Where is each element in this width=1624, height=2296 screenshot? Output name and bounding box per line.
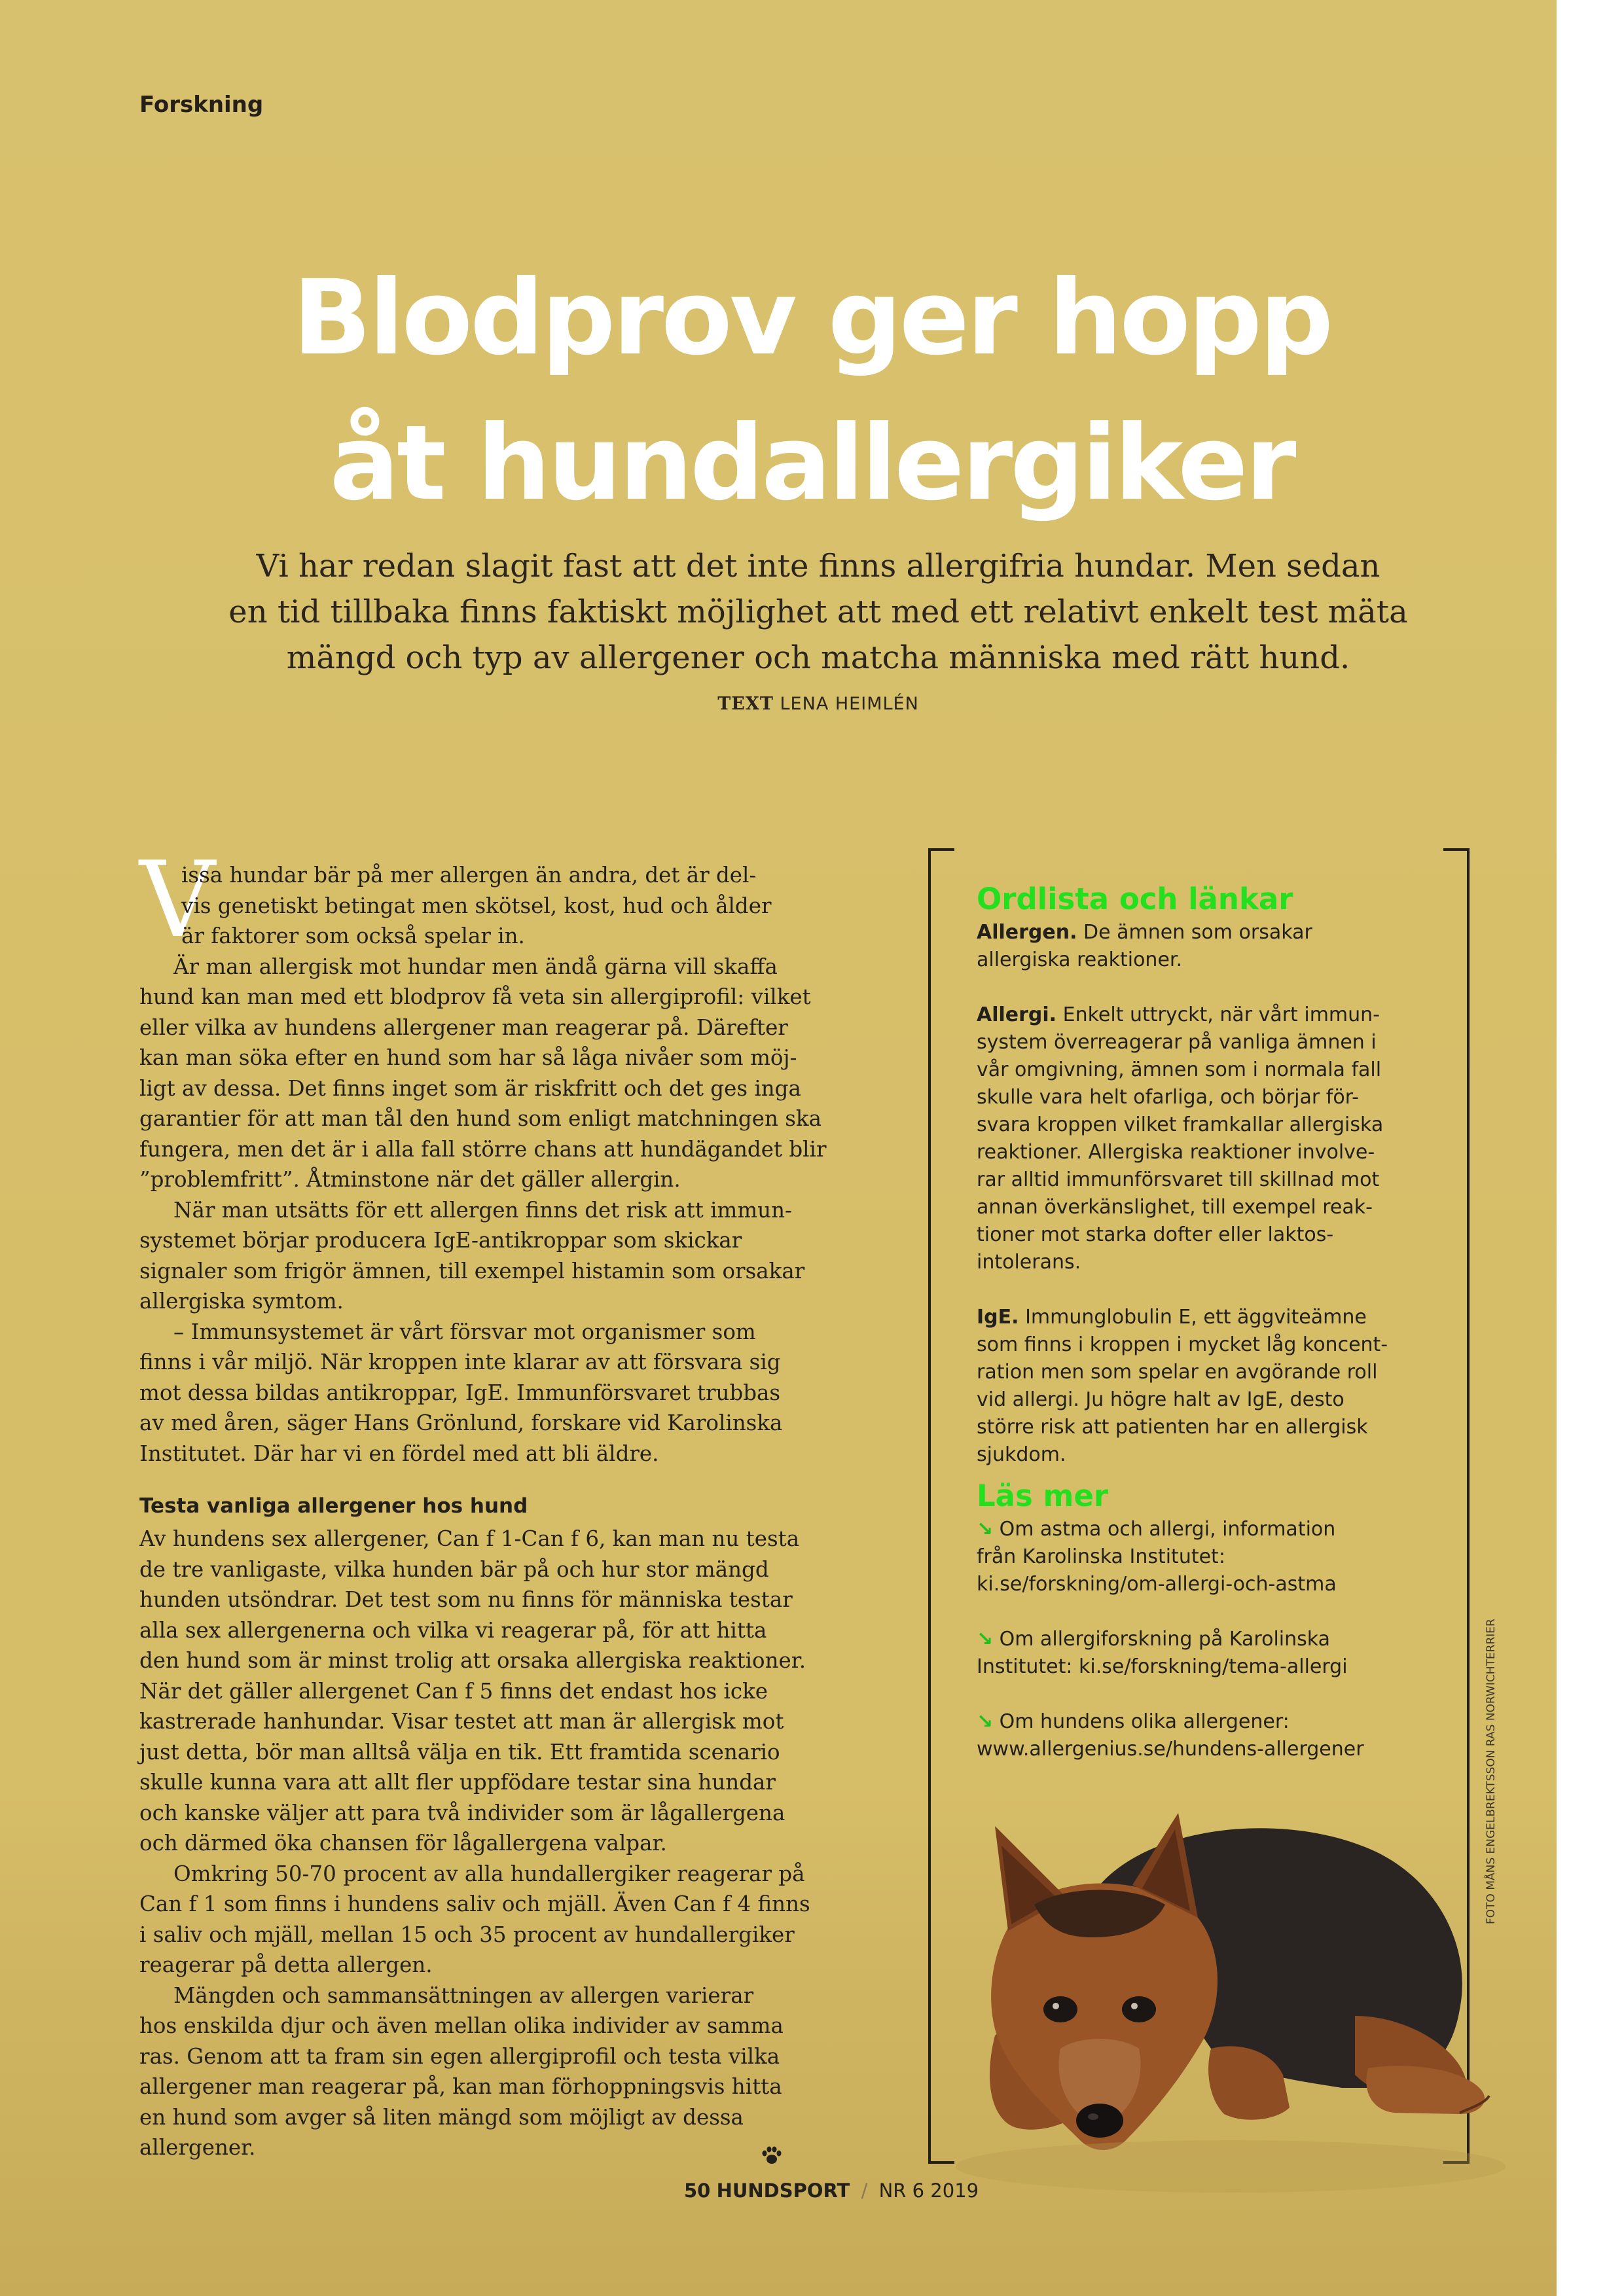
glossary-entry-allergen (977, 919, 1448, 974)
text-line: Av hundens sex allergener, Can f 1-Can f 6, kan man nu testa (139, 1526, 800, 1551)
article-body (139, 860, 827, 2163)
byline-name: LENA HEIMLÉN (780, 694, 919, 714)
glossary-entry-ige (977, 1304, 1448, 1469)
footer-separator: / (861, 2179, 868, 2202)
paragraph-3 (139, 1195, 807, 1317)
sidebar-border-left (928, 848, 931, 2164)
paragraph-1 (139, 860, 807, 952)
paragraph-5 (139, 1524, 807, 1859)
text-line: systemet börjar producera IgE-antikroppar som skickar (139, 1228, 742, 1253)
text-line: reagerar på detta allergen. (139, 1952, 433, 1977)
text-line: Institutet. Där har vi en fördel med att bli äldre. (139, 1441, 659, 1466)
paw-icon (761, 2146, 783, 2166)
link-text: Om astma och allergi, information (993, 1518, 1336, 1541)
text-line: hunden utsöndrar. Det test som nu finns för människa testar (139, 1587, 793, 1612)
sidebar-corner (1443, 848, 1470, 851)
glossary-text: annan överkänslighet, till exempel reak- (977, 1196, 1373, 1219)
text-line: just detta, bör man alltså välja en tik. Ett framtida scenario (139, 1739, 780, 1765)
text-line: finns i vår miljö. När kroppen inte klarar av att försvara sig (139, 1350, 781, 1374)
glossary-text: större risk att patienten har en allergisk (977, 1416, 1368, 1439)
arrow-icon: ↘ (977, 1710, 994, 1733)
link-url[interactable]: www.allergenius.se/hundens-allergener (977, 1738, 1364, 1761)
text-line: Can f 1 som finns i hundens saliv och mjäll. Även Can f 4 finns (139, 1892, 810, 1916)
section-label: Forskning (139, 92, 264, 118)
text-line: När det gäller allergenet Can f 5 finns det endast hos icke (139, 1678, 768, 1704)
text-line: vis genetiskt betingat men skötsel, kost, hud och ålder (181, 893, 772, 918)
drop-cap: V (139, 838, 215, 961)
page-footer (684, 2179, 979, 2202)
link-url[interactable]: Institutet: ki.se/forskning/tema-allergi (977, 1655, 1348, 1678)
link-allergiforskning[interactable] (977, 1626, 1448, 1681)
text-line: ”problemfritt”. Åtminstone när det gäller allergin. (139, 1167, 681, 1192)
link-text: Om allergiforskning på Karolinska (993, 1628, 1331, 1651)
glossary-text: De ämnen som orsakar (1077, 921, 1312, 944)
glossary-term: Allergi. (977, 1003, 1057, 1026)
glossary-text: Immunglobulin E, ett äggviteämne (1019, 1306, 1367, 1329)
text-line: När man utsätts för ett allergen finns det risk att immun- (173, 1197, 793, 1223)
arrow-icon: ↘ (977, 1518, 994, 1541)
magazine-name: HUNDSPORT (716, 2179, 850, 2202)
link-url[interactable]: ki.se/forskning/om-allergi-och-astma (977, 1573, 1337, 1596)
glossary-text: som finns i kroppen i mycket låg koncent- (977, 1333, 1388, 1356)
read-more-title: Läs mer (977, 1479, 1109, 1513)
ingress-line-3: mängd och typ av allergener och matcha människa med rätt hund. (286, 639, 1350, 676)
ingress-line-1: Vi har redan slagit fast att det inte finns allergifria hundar. Men sedan (256, 548, 1380, 584)
text-line: allergener. (139, 2135, 256, 2160)
text-line: kastrerade hanhundar. Visar testet att man är allergisk mot (139, 1709, 784, 1734)
text-line: – Immunsystemet är vårt försvar mot organismer som (173, 1319, 756, 1344)
photo-credit: FOTO MÅNS ENGELBREKTSSON RAS NORWICHTERRIER (1485, 1619, 1498, 1924)
text-line: och kanske väljer att para två individer som är lågallergena (139, 1800, 785, 1825)
sidebar-corner (928, 848, 954, 851)
ingress (170, 543, 1466, 681)
headline (131, 245, 1492, 536)
paragraph-2 (139, 952, 827, 1195)
text-line: ras. Genom att ta fram sin egen allergiprofil och testa vilka (139, 2043, 780, 2069)
text-line: ligt av dessa. Det finns inget som är riskfritt och det ges inga (139, 1075, 801, 1101)
subheading: Testa vanliga allergener hos hund (139, 1494, 528, 1518)
sidebar-title: Ordlista och länkar (977, 882, 1293, 916)
glossary-term: IgE. (977, 1306, 1019, 1329)
glossary-term: Allergen. (977, 921, 1077, 944)
text-line: fungera, men det är i alla fall större chans att hundägandet blir (139, 1136, 827, 1162)
page-number: 50 (684, 2179, 711, 2202)
glossary-text: sjukdom. (977, 1443, 1066, 1466)
glossary-text: intolerans. (977, 1251, 1081, 1274)
text-line: signaler som frigör ämnen, till exempel histamin som orsakar (139, 1258, 805, 1283)
glossary-text: vid allergi. Ju högre halt av IgE, desto (977, 1388, 1344, 1411)
text-line: issa hundar bär på mer allergen än andra, det är del- (181, 863, 757, 888)
dog-photo (936, 1800, 1551, 2245)
text-line: hos enskilda djur och även mellan olika individer av samma (139, 2013, 784, 2038)
text-line: mot dessa bildas antikroppar, IgE. Immunförsvaret trubbas (139, 1380, 781, 1405)
glossary-text: allergiska reaktioner. (977, 948, 1183, 971)
byline-label: TEXT (717, 694, 774, 714)
text-line: en hund som avger så liten mängd som möjligt av dessa (139, 2104, 744, 2130)
link-hundens-allergener[interactable] (977, 1708, 1448, 1763)
text-line: hund kan man med ett blodprov få veta sin allergiprofil: vilket (139, 984, 811, 1009)
issue-number: NR 6 2019 (878, 2179, 979, 2202)
glossary-text: reaktioner. Allergiska reaktioner involve- (977, 1141, 1375, 1164)
text-line: allergener man reagerar på, kan man förhoppningsvis hitta (139, 2074, 782, 2099)
text-line: eller vilka av hundens allergener man reagerar på. Därefter (139, 1014, 788, 1040)
link-text: från Karolinska Institutet: (977, 1545, 1225, 1568)
paragraph-7 (139, 1981, 807, 2163)
glossary-text: rar alltid immunförsvaret till skillnad mot (977, 1168, 1380, 1191)
byline (170, 694, 1466, 714)
ingress-line-2: en tid tillbaka finns faktiskt möjlighet att med ett relativt enkelt test mäta (228, 594, 1408, 630)
headline-line-1: Blodprov ger hopp (292, 258, 1331, 378)
glossary-text: ration men som spelar en avgörande roll (977, 1361, 1378, 1384)
text-line: Omkring 50-70 procent av alla hundallergiker reagerar på (173, 1861, 805, 1886)
text-line: och därmed öka chansen för lågallergena valpar. (139, 1831, 667, 1856)
glossary-entry-allergi (977, 1001, 1448, 1276)
link-astma-allergi[interactable] (977, 1516, 1448, 1598)
text-line: allergiska symtom. (139, 1289, 344, 1314)
text-line: Är man allergisk mot hundar men ändå gärna vill skaffa (173, 954, 778, 979)
link-text: Om hundens olika allergener: (993, 1710, 1290, 1733)
glossary-text: tioner mot starka dofter eller laktos- (977, 1223, 1334, 1246)
arrow-icon: ↘ (977, 1628, 994, 1651)
text-line: skulle kunna vara att allt fler uppfödare testar sina hundar (139, 1770, 776, 1795)
paragraph-4 (139, 1317, 807, 1469)
glossary-text: svara kroppen vilket framkallar allergiska (977, 1113, 1384, 1136)
headline-line-2: åt hundallergiker (329, 403, 1294, 524)
text-line: de tre vanligaste, vilka hunden bär på och hur stor mängd (139, 1556, 769, 1582)
text-line: garantier för att man tål den hund som enligt matchningen ska (139, 1106, 821, 1131)
text-line: av med åren, säger Hans Grönlund, forskare vid Karolinska (139, 1410, 783, 1435)
text-line: är faktorer som också spelar in. (181, 924, 525, 948)
text-line: Mängden och sammansättningen av allergen varierar (173, 1982, 754, 2008)
glossary-text: skulle vara helt ofarliga, och börjar för- (977, 1086, 1359, 1109)
glossary-text: vår omgivning, ämnen som i normala fall (977, 1058, 1382, 1081)
glossary-text: Enkelt uttryckt, när vårt immun- (1056, 1003, 1380, 1026)
glossary-text: system överreagerar på vanliga ämnen i (977, 1031, 1377, 1054)
text-line: kan man söka efter en hund som har så låga nivåer som möj- (139, 1045, 797, 1070)
paragraph-6 (139, 1859, 810, 1981)
text-line: alla sex allergenerna och vilka vi reagerar på, för att hitta (139, 1617, 767, 1643)
page-margin (1557, 0, 1624, 2296)
text-line: i saliv och mjäll, mellan 15 och 35 procent av hundallergiker (139, 1922, 795, 1947)
glossary-sidebar (977, 880, 1448, 1791)
text-line: den hund som är minst trolig att orsaka allergiska reaktioner. (139, 1648, 806, 1673)
